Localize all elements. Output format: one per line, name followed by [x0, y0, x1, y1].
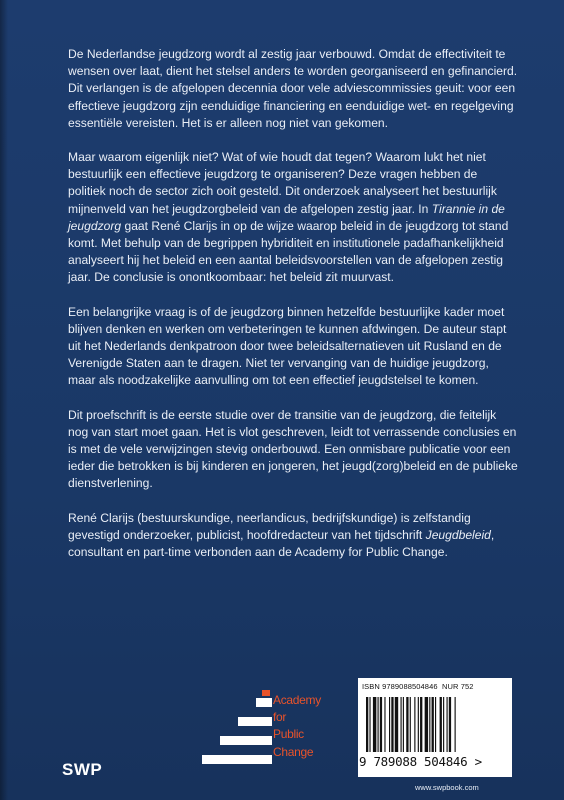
barcode-stripe	[366, 697, 368, 752]
barcode-stripe	[440, 697, 442, 752]
blurb-paragraph-2-end: gaat René Clarijs in op de wijze waarop beleid in de jeugdzorg tot stand komt. Met behulp van de begrippen hybriditeit en institutionele padafhankelijkheid analyseert hij het beleid en een aantal beleidsvoorstellen van de afgelopen zestig jaar. De conclusie is onontkoombaar: het beleid zit muurvast.	[68, 218, 509, 285]
barcode-stripe	[406, 697, 408, 752]
barcode-stripe	[373, 697, 376, 752]
barcode-stripe	[369, 697, 370, 752]
blurb-paragraph-2	[68, 149, 518, 287]
author-bio	[68, 510, 518, 562]
barcode-stripe	[391, 697, 393, 752]
academy-logo-text	[273, 692, 353, 761]
spine-shadow	[0, 0, 8, 800]
isbn-line	[362, 682, 474, 691]
barcode-stripe	[420, 697, 422, 752]
isbn-text: ISBN 9789088504846	[362, 682, 438, 691]
barcode-stripe	[449, 697, 451, 752]
blurb-paragraph-1: De Nederlandse jeugdzorg wordt al zestig jaar verbouwd. Omdat de effectiviteit te wensen over laat, dient het stelsel anders te worden georganiseerd en gefinancierd. Dit verlangen is de afgelopen decennia door vele adviescommissies geuit: voor een effectieve jeugdzorg zijn eenduidige financiering en eenduidige wet- en regelgeving essentiële vereisten. Het is er alleen nog niet van gekomen.	[68, 47, 518, 130]
publisher-website: www.swpbook.com	[415, 783, 479, 792]
logo-line-for: for	[273, 710, 287, 725]
blurb-paragraph-3: Een belangrijke vraag is of de jeugdzorg binnen hetzelfde bestuurlijke kader moet blijven denken en werken om verbeteringen te kunnen afdwingen. De auteur stapt uit het Nederlands denkpatroon door twee beleidsalternatieven uit Rusland en de Verenigde Staten aan te dragen. Niet ter vervanging van de huidige jeugdzorg, maar als noodzakelijke aanvulling om tot een effectief jeugdstelsel te komen.	[68, 304, 507, 388]
barcode-digits: 9 789088 504846 >	[359, 754, 482, 769]
barcode-stripe	[389, 697, 390, 752]
barcode-stripe	[455, 697, 456, 752]
logo-line-change: Change	[273, 744, 314, 759]
barcode-stripe	[414, 697, 415, 752]
barcode-stripe	[432, 697, 434, 752]
author-bio-end: , consultant en part-time verbonden aan de Academy for Public Change.	[68, 527, 495, 560]
blurb-text	[68, 46, 518, 578]
book-title: Tirannie in de jeugdzorg	[68, 201, 505, 233]
barcode-stripe	[447, 697, 448, 752]
barcode-stripe	[378, 697, 379, 752]
barcode-stripe	[418, 697, 419, 752]
barcode-stripe	[403, 697, 404, 752]
barcode-stripe	[425, 697, 428, 752]
barcode-stripe	[410, 697, 411, 752]
barcode-stripe	[443, 697, 444, 752]
barcode-stripe	[380, 697, 382, 752]
barcode-stripe	[401, 697, 402, 752]
barcode-stripe	[429, 697, 430, 752]
barcode-stripe	[384, 697, 385, 752]
author-bio-start: René Clarijs (bestuurskundige, neerlandicus, bedrijfskundige) is zelfstandig gevestigd onderzoeker, publicist, hoofdredacteur van het tijdschrift	[68, 510, 471, 542]
barcode-stripe	[435, 697, 436, 752]
logo-line-public: Public	[273, 727, 304, 742]
barcode-bars	[366, 697, 492, 752]
journal-title: Jeugdbeleid	[425, 527, 491, 542]
blurb-paragraph-2-start: Maar waarom eigenlijk niet? Wat of wie houdt dat tegen? Waarom lukt het niet bestuurlijk een effectieve jeugdzorg te organiseren? Deze vragen hebben de politiek noch de sector zich ooit gesteld. Dit onderzoek analyseert het bestuurlijk mijnenveld van het jeugdzorgbeleid van de afgelopen zestig jaar. In	[68, 150, 497, 216]
publisher-logo: SWP	[62, 760, 103, 779]
logo-line-academy: Academy	[273, 693, 321, 707]
nur-text: NUR 752	[442, 682, 474, 691]
barcode-stripe	[395, 697, 398, 752]
blurb-paragraph-4: Dit proefschrift is de eerste studie over de transitie van de jeugdzorg, die feitelijk nog van start moet gaan. Het is vlot geschreven, leidt tot verrassende conclusies en is met de vele verwijzingen stevig onderbouwd. Een onmisbare publicatie voor een ieder die betrokken is bij kinderen en jongeren, het jeugd(zorg)beleid en de publieke dienstverlening.	[68, 407, 518, 491]
